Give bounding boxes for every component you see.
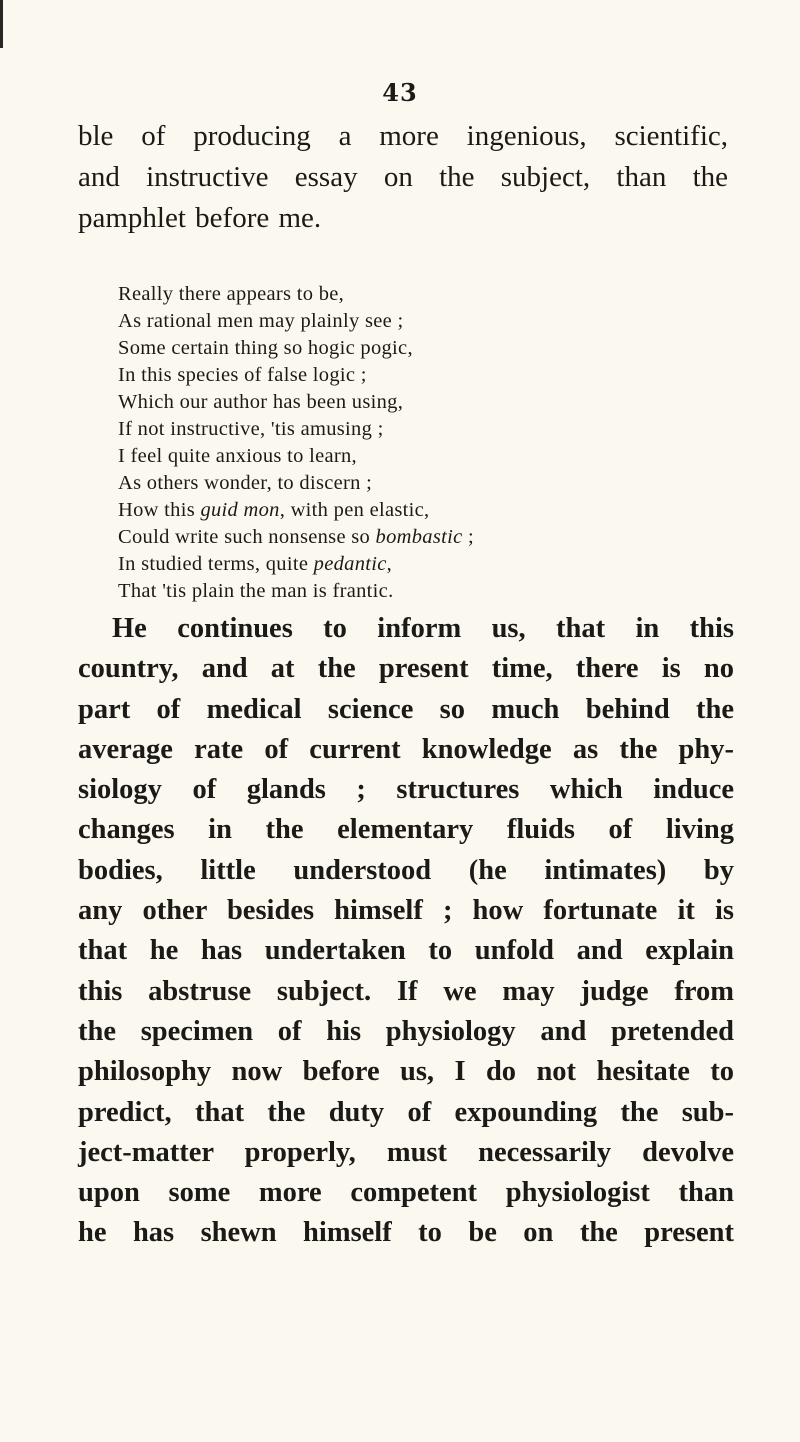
verse-italic-text: guid mon bbox=[200, 499, 280, 521]
paragraph-line: predict, that the duty of expounding the sub- bbox=[78, 1096, 734, 1128]
poem-verse: Some certain thing so hogic pogic, bbox=[118, 337, 413, 359]
poem-verse: In this species of false logic ; bbox=[118, 364, 367, 386]
verse-text: Could write such nonsense so bbox=[118, 526, 376, 548]
verse-text: , bbox=[386, 553, 393, 575]
verse-text: How this bbox=[118, 499, 201, 521]
paragraph-line: He continues to inform us, that in this bbox=[112, 613, 734, 644]
quoted-poem bbox=[118, 281, 718, 605]
paragraph-line: this abstruse subject. If we may judge from bbox=[78, 975, 734, 1007]
verse-text: , with pen elastic, bbox=[279, 499, 430, 521]
poem-verse: As rational men may plainly see ; bbox=[118, 310, 404, 332]
poem-verse bbox=[118, 551, 718, 578]
paragraph-line: any other besides himself ; how fortunate it is bbox=[78, 895, 734, 927]
paragraph-line: average rate of current knowledge as the phy- bbox=[78, 733, 734, 765]
paragraph-line: he has shewn himself to be on the present bbox=[78, 1217, 734, 1249]
paragraph-line: ject-matter properly, must necessarily devolve bbox=[78, 1136, 734, 1168]
poem-verse bbox=[118, 497, 718, 524]
paragraph-line: part of medical science so much behind the bbox=[78, 693, 734, 725]
poem-verse: That 'tis plain the man is frantic. bbox=[118, 580, 394, 602]
paragraph-line: philosophy now before us, I do not hesitate to bbox=[78, 1056, 734, 1088]
verse-text: In studied terms, quite bbox=[118, 553, 314, 575]
main-paragraph bbox=[78, 609, 734, 1254]
poem-verse bbox=[118, 524, 718, 551]
verse-italic-text: bombastic bbox=[375, 526, 463, 548]
intro-line: and instructive essay on the subject, than the bbox=[78, 161, 728, 193]
verse-text: ; bbox=[462, 526, 474, 548]
paragraph-line: the specimen of his physiology and pretended bbox=[78, 1015, 734, 1047]
paragraph-line: changes in the elementary fluids of living bbox=[78, 814, 734, 846]
intro-paragraph bbox=[78, 116, 728, 239]
poem-verse: As others wonder, to discern ; bbox=[118, 472, 373, 494]
intro-line: ble of producing a more ingenious, scientific, bbox=[78, 120, 728, 152]
poem-verse: Really there appears to be, bbox=[118, 283, 345, 305]
poem-verse: I feel quite anxious to learn, bbox=[118, 445, 357, 467]
paragraph-line: country, and at the present time, there is no bbox=[78, 653, 734, 685]
poem-verse: Which our author has been using, bbox=[118, 391, 404, 413]
paragraph-line: bodies, little understood (he intimates) by bbox=[78, 854, 734, 886]
paragraph-line: siology of glands ; structures which induce bbox=[78, 774, 734, 806]
page-number: 43 bbox=[382, 78, 418, 107]
intro-line: pamphlet before me. bbox=[78, 202, 322, 234]
paragraph-line: that he has undertaken to unfold and explain bbox=[78, 935, 734, 967]
page-edge-mark bbox=[0, 0, 3, 48]
paragraph-line: upon some more competent physiologist than bbox=[78, 1177, 734, 1209]
verse-italic-text: pedantic bbox=[313, 553, 387, 575]
poem-verse: If not instructive, 'tis amusing ; bbox=[118, 418, 384, 440]
